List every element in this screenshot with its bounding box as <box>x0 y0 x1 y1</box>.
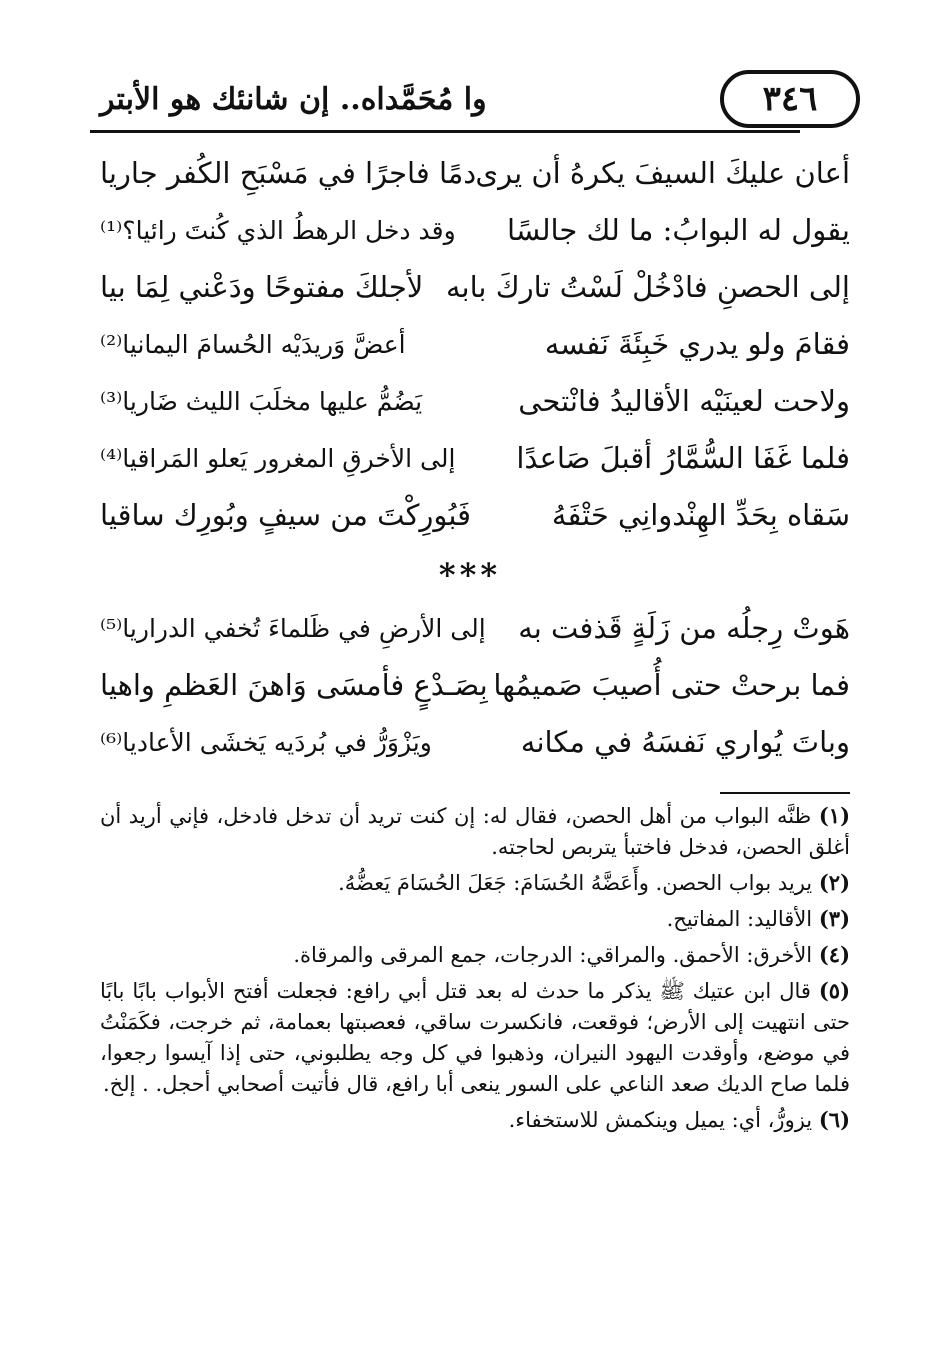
footnote-text: ظنَّه البواب من أهل الحصن، فقال له: إن كنت تريد أن تدخل فادخل، فإني أريد أن أغلق الحصن، فدخل فاختبأ يتربص لحاجته. <box>100 804 850 859</box>
hemistich-first: فقامَ ولو يدري خَبِئَةَ نَفسه <box>544 327 850 361</box>
verse <box>100 600 850 657</box>
footnote-text: يريد بواب الحصن. وأَعَضَّهُ الحُسَامَ: جَعَلَ الحُسَامَ يَعضُّهُ. <box>338 871 813 895</box>
page-number-badge <box>720 70 860 128</box>
footnote <box>100 975 850 1100</box>
footnote <box>100 939 850 971</box>
running-title: وا مُحَمَّداه.. إن شانئك هو الأبتر <box>100 82 487 117</box>
footnote-text: يزورُّ، أي: يميل وينكمش للاستخفاء. <box>508 1108 813 1132</box>
footnote-number: (٢) <box>818 870 850 895</box>
footnote-number: (٣) <box>818 906 850 931</box>
footnote-number: (٦) <box>818 1107 850 1132</box>
footnote <box>100 1104 850 1136</box>
hemistich-first: فما برحتْ حتى أُصيبَ صَميمُها <box>493 668 850 702</box>
verse <box>100 714 850 771</box>
hemistich-first: ولاحت لعينَيْه الأقاليدُ فانْتحى <box>518 384 850 418</box>
hemistich-first: هَوتْ رِجلُه من زَلَةٍ قَذفت به <box>518 611 850 645</box>
footnote-text: قال ابن عتيك ﷺ يذكر ما حدث له بعد قتل أبي رافع: فجعلت أفتح الأبواب بابًا بابًا حتى انتهيت إلى الأرض؛ فوقعت، فانكسرت ساقي، فعصبتها بعمامة، ثم خرجت، فكَمَنْتُ في موضع، وأوقدت اليهود النيران، وذهبوا في كل وجه يطلبوني، حتى إذا آيسوا رجعوا، فلما صاح الديك صعد الناعي على السور ينعى أبا رافع، قال فأتيت أصحابي أحجل. . إلخ. <box>100 979 850 1096</box>
poem-part-2 <box>100 600 850 771</box>
header-rule <box>90 130 800 133</box>
hemistich-first: يقول له البوابُ: ما لك جالسًا <box>507 213 850 247</box>
verse <box>100 657 850 714</box>
footnote-number: (١) <box>818 803 850 828</box>
footnote-text: الأخرق: الأحمق. والمراقي: الدرجات، جمع المرقى والمرقاة. <box>293 943 813 967</box>
footnotes <box>100 800 850 1140</box>
verse <box>100 259 850 316</box>
hemistich-first: إلى الحصنِ فادْخُلْ لَسْتُ تاركَ بابه <box>445 270 850 304</box>
hemistich-first: أعان عليكَ السيفَ يكرهُ أن يرى <box>475 156 850 190</box>
footnote-text: الأقاليد: المفاتيح. <box>666 907 813 931</box>
hemistich-first: وباتَ يُواري نَفسَهُ في مكانه <box>520 725 850 759</box>
footnote-number: (٤) <box>818 942 850 967</box>
hemistich-second: دمًا فاجرًا في مَسْبَحِ الكُفر جاريا <box>100 156 477 190</box>
footnote <box>100 867 850 899</box>
footnote-number: (٥) <box>818 978 850 1003</box>
hemistich-second: بِصَـدْعٍ فأمسَى وَاهنَ العَظمِ واهيا <box>100 668 488 702</box>
page-header <box>90 60 860 135</box>
verse <box>100 373 850 430</box>
hemistich-second: ويَزْوَرُّ في بُردَيه يَخشَى الأعاديا⁽⁶⁾ <box>100 728 432 757</box>
hemistich-second: إلى الأخرقِ المغرور يَعلو المَراقيا⁽⁴⁾ <box>100 444 456 473</box>
verse <box>100 430 850 487</box>
verse <box>100 145 850 202</box>
footnote-rule <box>720 792 850 794</box>
hemistich-second: لأجلكَ مفتوحًا ودَعْني لِمَا بيا <box>100 270 424 304</box>
poem-part-1 <box>100 145 850 544</box>
hemistich-second: يَضُمُّ عليها مخلَبَ الليث ضَاريا⁽³⁾ <box>100 387 423 416</box>
hemistich-first: فلما غَفَا السُّمَّارُ أقبلَ صَاعدًا <box>516 441 850 475</box>
verse <box>100 316 850 373</box>
hemistich-second: أعضَّ وَريدَيْه الحُسامَ اليمانيا⁽²⁾ <box>100 330 406 359</box>
section-separator: *** <box>438 556 502 594</box>
verse <box>100 487 850 544</box>
hemistich-second: فَبُورِكْتَ من سيفٍ وبُورِك ساقيا <box>100 498 471 532</box>
hemistich-first: سَقاه بِحَدِّ الهِنْدوانِي حَتْفَهُ <box>551 498 850 532</box>
hemistich-second: إلى الأرضِ في ظَلماءَ تُخفي الدراريا⁽⁵⁾ <box>100 614 486 643</box>
verse <box>100 202 850 259</box>
hemistich-second: وقد دخل الرهطُ الذي كُنتَ رائيا؟⁽¹⁾ <box>100 216 456 245</box>
footnote <box>100 903 850 935</box>
footnote <box>100 800 850 863</box>
page-number: ٣٤٦ <box>762 79 818 119</box>
